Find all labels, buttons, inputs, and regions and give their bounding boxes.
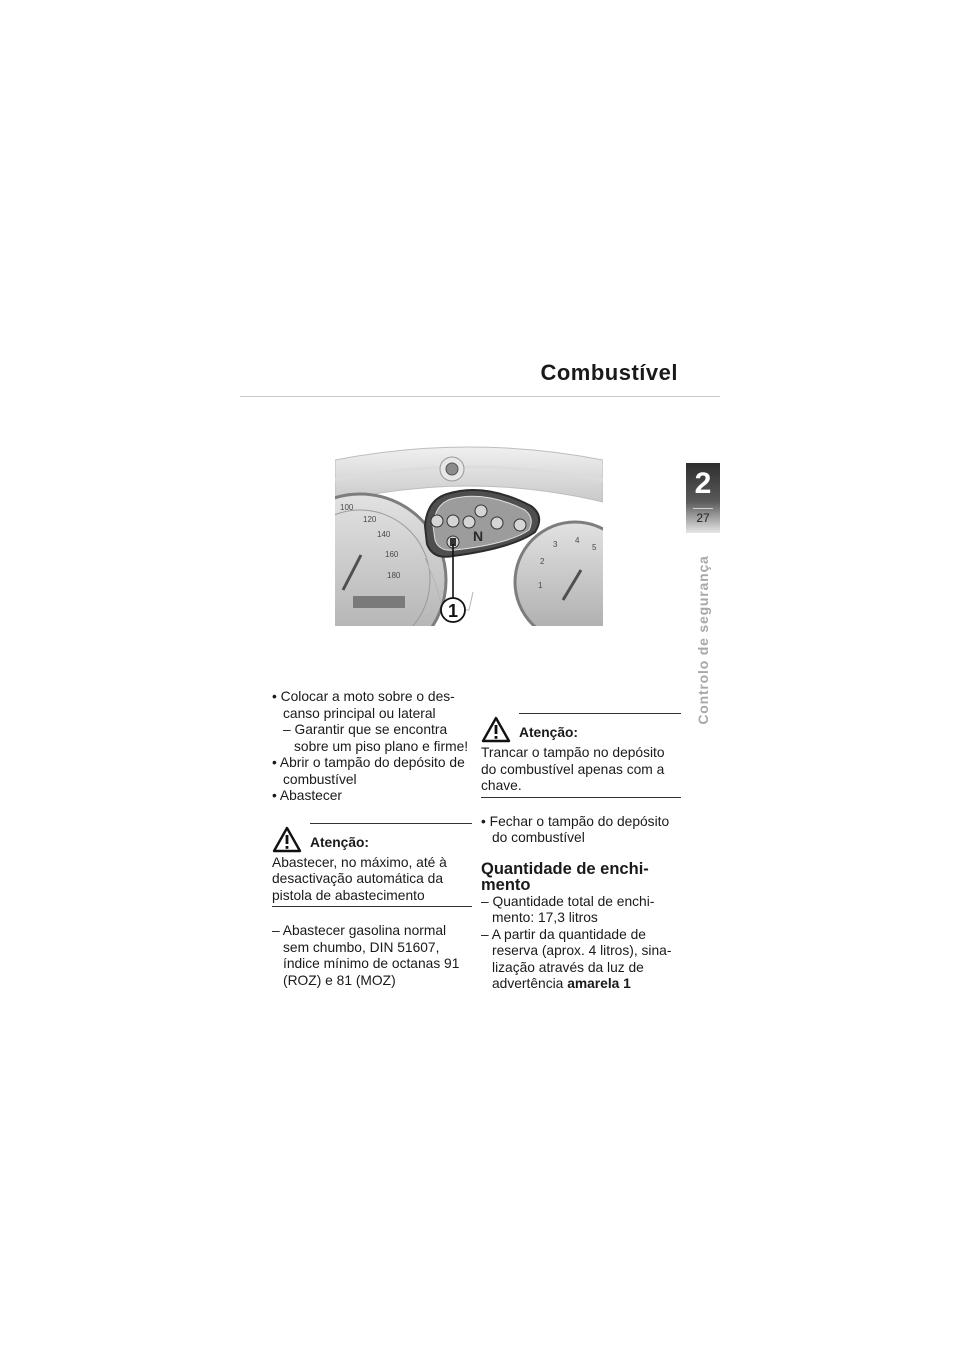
- step-refuel: • Abastecer: [272, 788, 343, 803]
- instrument-cluster-illustration: [335, 440, 603, 626]
- section-side-label: Controlo de segurança: [695, 555, 711, 725]
- svg-text:3: 3: [553, 540, 558, 549]
- svg-text:2: 2: [540, 557, 545, 566]
- warning-label: Atenção:: [519, 725, 579, 740]
- step-close-cap: • Fechar o tampão do depósito do combustível: [481, 813, 670, 845]
- step-check-ground: – Garantir que se encontra sobre um piso plano e firme!: [283, 722, 469, 754]
- chapter-number: 2: [694, 467, 712, 500]
- chapter-tab: [686, 463, 720, 533]
- svg-text:120: 120: [363, 515, 377, 524]
- page-number: 27: [696, 511, 710, 525]
- fuel-spec: – Abastecer gasolina normal sem chumbo, DIN 51607, índice mínimo de octanas 91 (ROZ) e 81 (MOZ): [272, 923, 460, 988]
- svg-text:180: 180: [387, 571, 401, 580]
- callout-1: 1: [447, 601, 459, 621]
- left-column: [272, 689, 472, 989]
- reserve-info-text: – A partir da quantidade de reserva (aprox. 4 litros), sina-lização através da luz de advertência: [481, 926, 672, 991]
- reserve-info-bold: amarela 1: [567, 976, 631, 991]
- warning-text: Abastecer, no máximo, até à desactivação automática da pistola de abastecimento: [272, 854, 447, 903]
- section-heading: Quantidade de enchi-mento: [481, 859, 649, 894]
- svg-text:1: 1: [538, 581, 543, 590]
- svg-text:5: 5: [592, 543, 597, 552]
- step-park-moto: • Colocar a moto sobre o des-canso principal ou lateral: [272, 689, 455, 721]
- neutral-indicator: N: [473, 528, 484, 544]
- tab-divider: [693, 508, 713, 509]
- right-column: [481, 713, 681, 993]
- step-open-cap: • Abrir o tampão do depósito de combustível: [272, 755, 465, 787]
- warning-triangle-icon: [272, 826, 302, 853]
- tank-capacity: – Quantidade total de enchi-mento: 17,3 litros: [481, 893, 655, 925]
- svg-text:4: 4: [575, 536, 580, 545]
- svg-text:100: 100: [340, 503, 354, 512]
- warning-triangle-icon: [481, 716, 511, 743]
- warning-box: [272, 823, 472, 908]
- warning-label: Atenção:: [310, 834, 370, 850]
- warning-box: [481, 713, 681, 798]
- page-title: Combustível: [540, 360, 678, 385]
- title-divider: [240, 396, 720, 397]
- svg-text:160: 160: [385, 550, 399, 559]
- reserve-info: [481, 927, 681, 993]
- warning-text: Trancar o tampão no depósito do combustível apenas com a chave.: [481, 745, 665, 793]
- svg-text:140: 140: [377, 530, 391, 539]
